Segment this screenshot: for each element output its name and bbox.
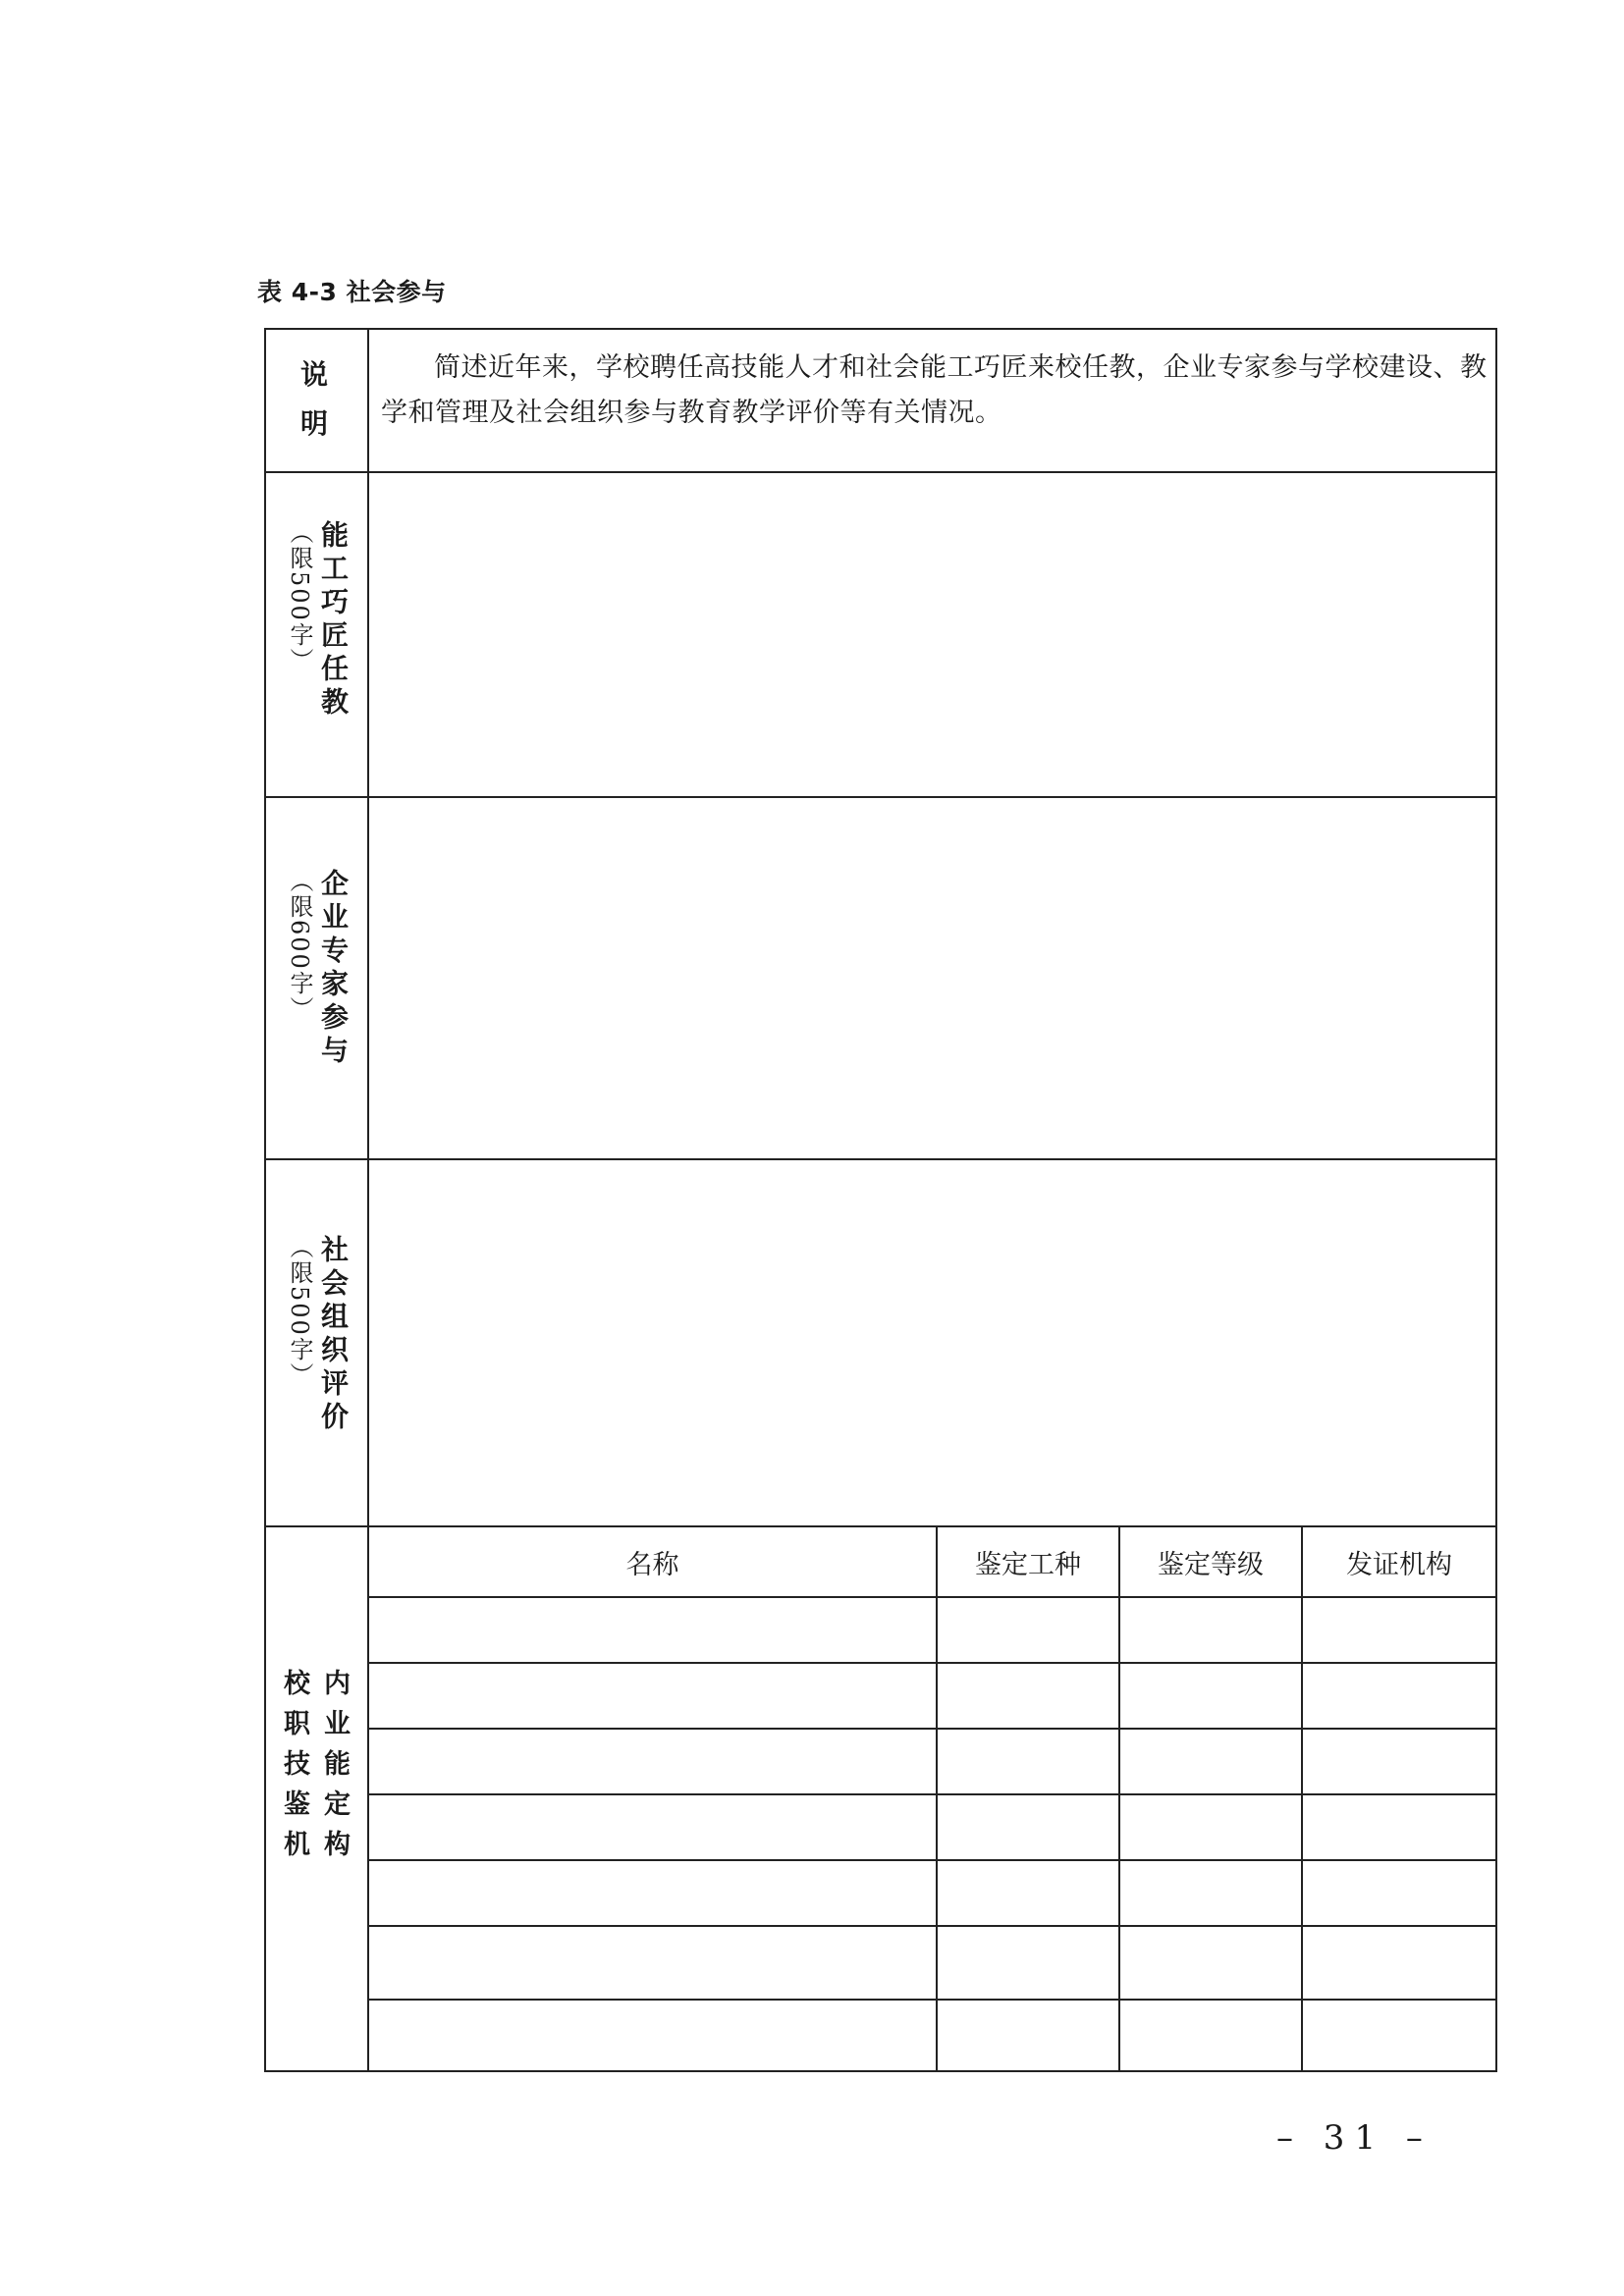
section-title: 能工巧匠任教 xyxy=(317,520,350,721)
explain-label-char: 说 xyxy=(299,358,328,391)
grid-row-divider xyxy=(367,1728,1497,1730)
table-border-right xyxy=(1495,328,1497,2072)
grid-row-divider xyxy=(367,1596,1497,1598)
grid-row-divider xyxy=(367,1662,1497,1664)
table-caption: 表 4-3 社会参与 xyxy=(257,278,447,306)
row-divider-section1 xyxy=(264,796,1497,798)
grid-row-divider xyxy=(367,1925,1497,1927)
table-border-top xyxy=(264,328,1497,330)
grid-col-divider-1 xyxy=(936,1525,938,2072)
section-title: 企业专家参与 xyxy=(317,869,350,1069)
section-limit: （限600字） xyxy=(286,869,313,1022)
grid-row-divider xyxy=(367,1793,1497,1795)
section-limit: （限500字） xyxy=(286,520,313,673)
page-number: – 31 – xyxy=(1276,2118,1433,2158)
header-name: 名称 xyxy=(625,1550,679,1580)
org-table-label xyxy=(265,1669,363,1885)
row-divider-section3 xyxy=(264,1525,1497,1527)
explain-label-char: 明 xyxy=(299,407,328,440)
grid-col-divider-3 xyxy=(1301,1525,1303,2072)
row-divider-explain xyxy=(264,471,1497,473)
section-label-craftsman xyxy=(267,520,367,746)
section-label-evaluation xyxy=(267,1235,367,1461)
header-issuer: 发证机构 xyxy=(1346,1550,1452,1580)
section-limit: （限500字） xyxy=(286,1235,313,1388)
org-label-col1: 校职技鉴机 xyxy=(279,1669,309,1870)
section-label-enterprise xyxy=(267,869,367,1095)
explain-text: 简述近年来，学校聘任高技能人才和社会能工巧匠来校任教，企业专家参与学校建设、教学和管理及社会组织参与教育教学评价等有关情况。 xyxy=(381,352,1488,428)
explain-label xyxy=(265,353,363,442)
table-border-bottom xyxy=(264,2070,1497,2072)
label-column-divider xyxy=(367,328,369,2072)
grid-col-divider-2 xyxy=(1118,1525,1120,2072)
section-title: 社会组织评价 xyxy=(317,1235,350,1435)
grid-row-divider xyxy=(367,1859,1497,1861)
org-label-col2: 内业能定构 xyxy=(319,1669,350,1870)
grid-row-divider xyxy=(367,1999,1497,2001)
header-job-type: 鉴定工种 xyxy=(975,1550,1081,1580)
header-level: 鉴定等级 xyxy=(1158,1550,1264,1580)
row-divider-section2 xyxy=(264,1158,1497,1160)
